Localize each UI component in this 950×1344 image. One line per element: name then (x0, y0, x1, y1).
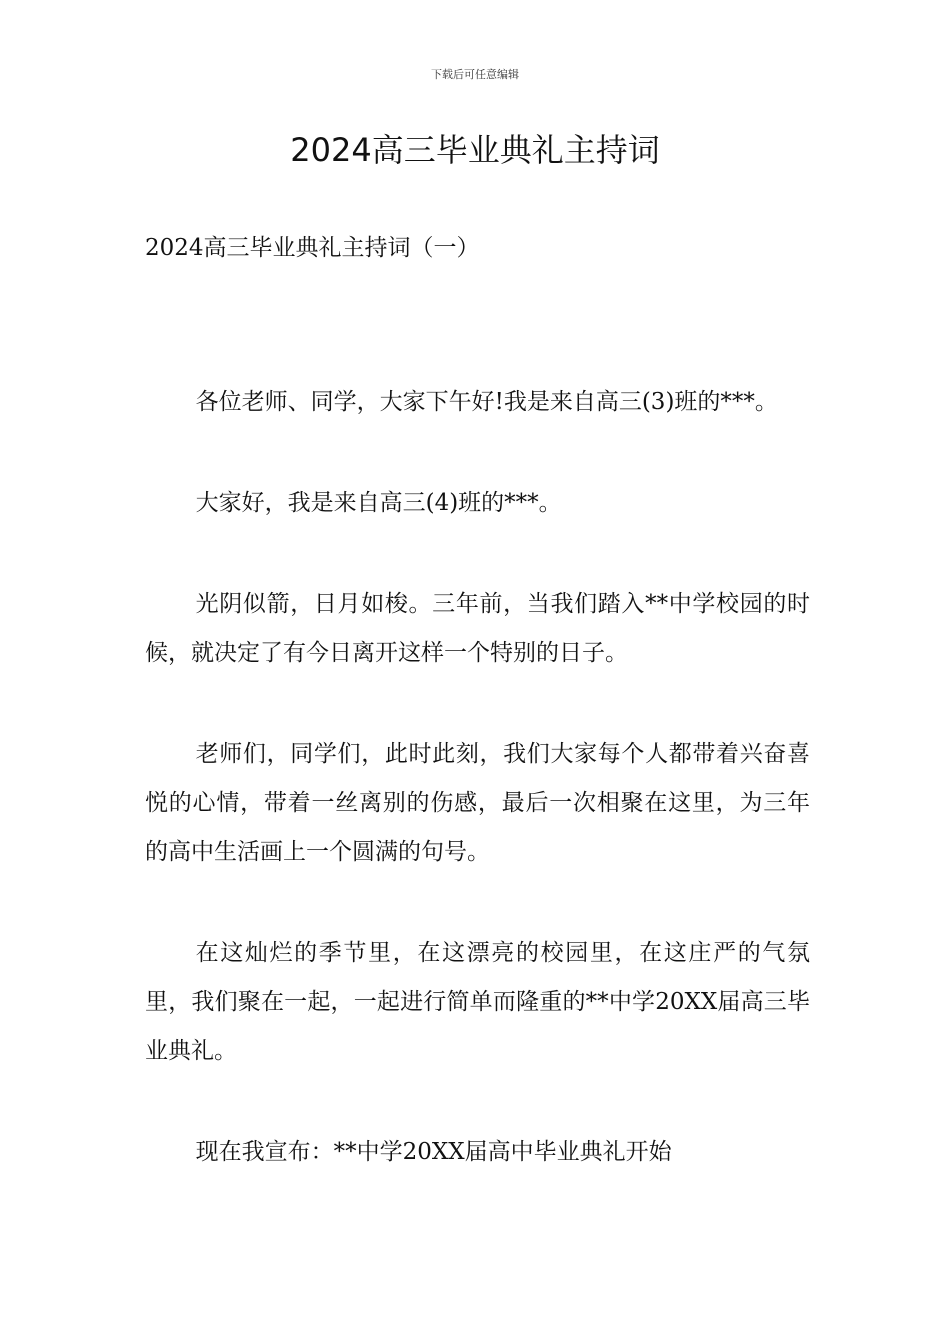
paragraph-second-host: 大家好，我是来自高三(4)班的***。 (195, 490, 562, 516)
section-heading: 2024高三毕业典礼主持词（一） (145, 235, 480, 261)
paragraph-announcement: 现在我宣布：**中学20XX届高中毕业典礼开始 (195, 1139, 672, 1165)
paragraph-ceremony: 在这灿烂的季节里，在这漂亮的校园里，在这庄严的气氛里，我们聚在一起，一起进行简单而隆重的**中学20XX届高三毕业典礼。 (145, 940, 810, 1064)
document-title: 2024高三毕业典礼主持词 (290, 131, 660, 169)
paragraph-farewell: 老师们，同学们，此时此刻，我们大家每个人都带着兴奋喜悦的心情，带着一丝离别的伤感，最后一次相聚在这里，为三年的高中生活画上一个圆满的句号。 (145, 741, 810, 865)
paragraph-greeting: 各位老师、同学，大家下午好!我是来自高三(3)班的***。 (195, 389, 778, 415)
paragraph-time-passes: 光阴似箭，日月如梭。三年前，当我们踏入**中学校园的时候，就决定了有今日离开这样一个特别的日子。 (145, 591, 810, 666)
page-header-note: 下载后可任意编辑 (431, 68, 519, 81)
document-body (145, 378, 810, 1229)
